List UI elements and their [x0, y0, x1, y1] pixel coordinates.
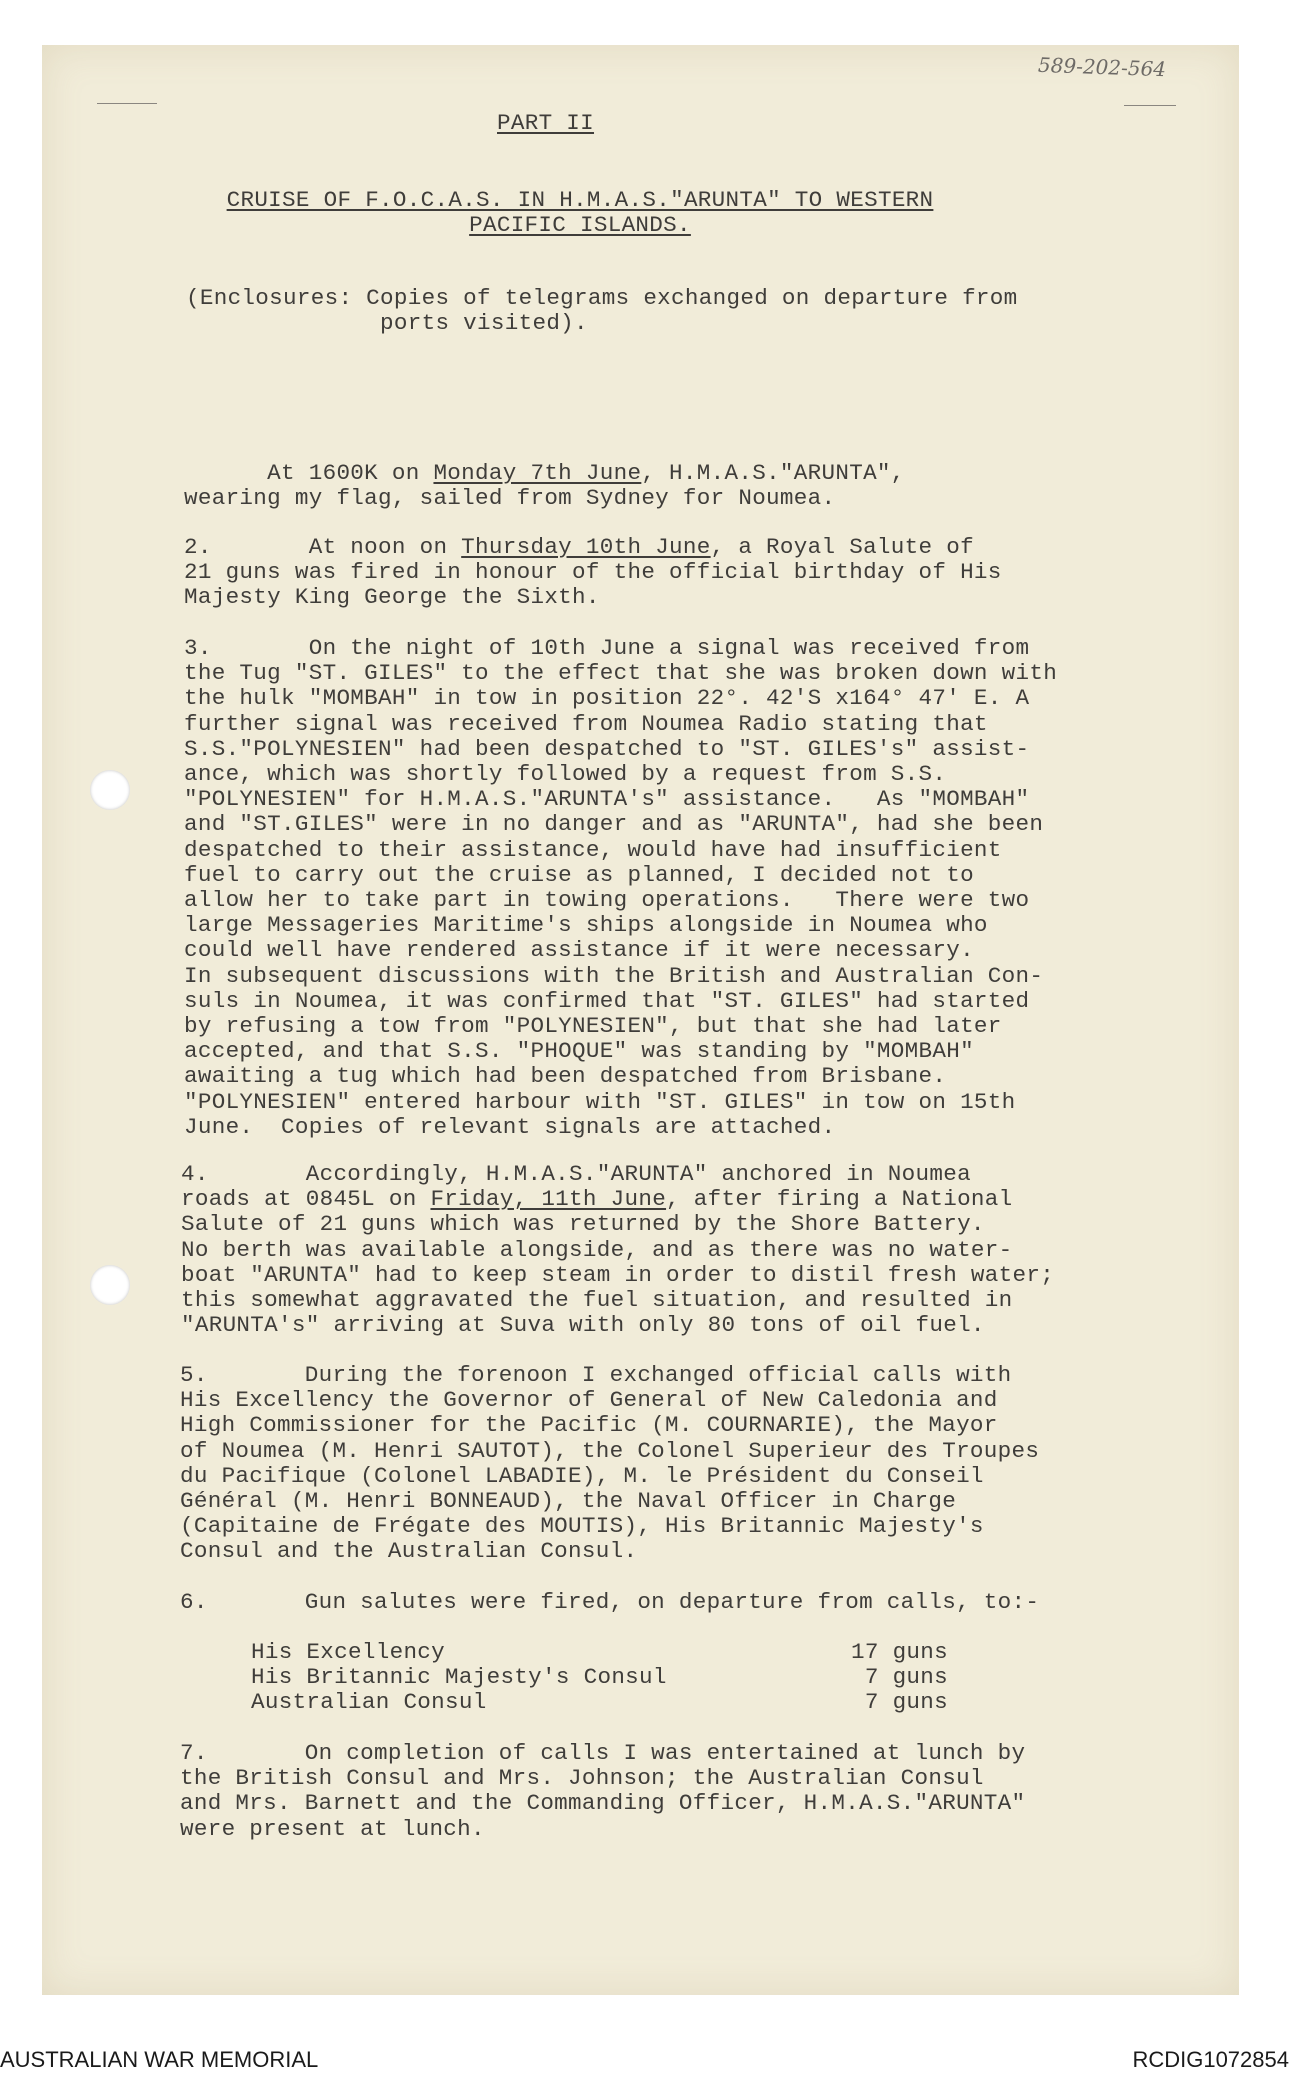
salute-recipient: Australian Consul	[251, 1689, 487, 1716]
paragraph-4: 4. Accordingly, H.M.A.S."ARUNTA" anchored in Noumea roads at 0845L on Friday, 11th June, after firing a National Salute of 21 guns which was returned by the Shore Battery. No berth was available alongside, and as there was no water- boat "ARUNTA" had to keep steam in order to distil fresh water; this somewhat aggravated the fuel situation, and resulted in "ARUNTA's" arriving at Suva with only 80 tons of oil fuel.	[181, 1161, 1055, 1339]
pencil-mark	[97, 103, 157, 104]
footer-record-id: RCDIG1072854	[1132, 2047, 1289, 2072]
salute-recipient: His Excellency	[251, 1639, 446, 1665]
pencil-reference-number: 589-202-564	[1037, 52, 1167, 82]
punch-hole	[90, 1265, 130, 1305]
enclosures-note: (Enclosures: Copies of telegrams exchanged on departure from ports visited).	[186, 285, 1018, 337]
paragraph-5: 5. During the forenoon I exchanged official calls with His Excellency the Governor of General of New Caledonia and High Commissioner for the Pacific (M. COURNARIE), the Mayor of Noumea (M. Henri SAUTOT), the Colonel Superieur des Troupes du Pacifique (Colonel LABADIE), M. le Président du Conseil Général (M. Henri BONNEAUD), the Naval Officer in Charge (Capitaine de Frégate des MOUTIS), His Britannic Majesty's Consul and the Australian Consul.	[180, 1362, 1040, 1565]
salute-guns: 7 guns	[851, 1689, 949, 1716]
paragraph-6: 6. Gun salutes were fired, on departure from calls, to:-	[180, 1589, 1040, 1615]
paragraph-3: 3. On the night of 10th June a signal was received from the Tug "ST. GILES" to the effect that she was broken down with the hulk "MOMBAH" in tow in position 22°. 42'S x164° 47' E. A further signal was received from Noumea Radio stating that S.S."POLYNESIEN" had been despatched to "ST. GILES's" assist- ance, which was shortly followed by a request from S.S. "POLYNESIEN" for H.M.A.S."ARUNTA's" assistance. As "MOMBAH" and "ST.GILES" were in no danger and as "ARUNTA", had she been despatched to their assistance, would have had insufficient fuel to carry out the cruise as planned, I decided not to allow her to take part in towing operations. There were two large Messageries Maritime's ships alongside in Noumea who could well have rendered assistance if it were necessary. In subsequent discussions with the British and Australian Con- suls in Noumea, it was confirmed that "ST. GILES" had started by refusing a tow from "POLYNESIEN", but that she had later accepted, and that S.S. "PHOQUE" was standing by "MOMBAH" awaiting a tug which had been despatched from Brisbane. "POLYNESIEN" entered harbour with "ST. GILES" in tow on 15th June. Copies of relevant signals are attached.	[184, 635, 1058, 1140]
salute-recipient: His Britannic Majesty's Consul	[251, 1664, 667, 1691]
paragraph-7: 7. On completion of calls I was entertained at lunch by the British Consul and Mrs. Johnson; the Australian Consul and Mrs. Barnett and the Commanding Officer, H.M.A.S."ARUNTA" were present at lunch.	[180, 1740, 1026, 1842]
punch-hole	[90, 770, 130, 810]
salute-guns: 7 guns	[851, 1664, 949, 1691]
paragraph-1: At 1600K on Monday 7th June, H.M.A.S."ARUNTA", wearing my flag, sailed from Sydney for Noumea.	[184, 460, 905, 512]
part-heading: PART II	[497, 110, 595, 136]
salute-guns: 17 guns	[851, 1639, 949, 1665]
paragraph-2: 2. At noon on Thursday 10th June, a Royal Salute of 21 guns was fired in honour of the official birthday of His Majesty King George the Sixth.	[184, 534, 1002, 611]
salute-list-recipients	[251, 1640, 667, 1716]
footer-institution: AUSTRALIAN WAR MEMORIAL	[0, 2047, 319, 2072]
pencil-mark	[1124, 105, 1176, 106]
salute-list-guns	[851, 1640, 948, 1716]
document-title: CRUISE OF F.O.C.A.S. IN H.M.A.S."ARUNTA" TO WESTERN PACIFIC ISLANDS.	[226, 187, 934, 239]
